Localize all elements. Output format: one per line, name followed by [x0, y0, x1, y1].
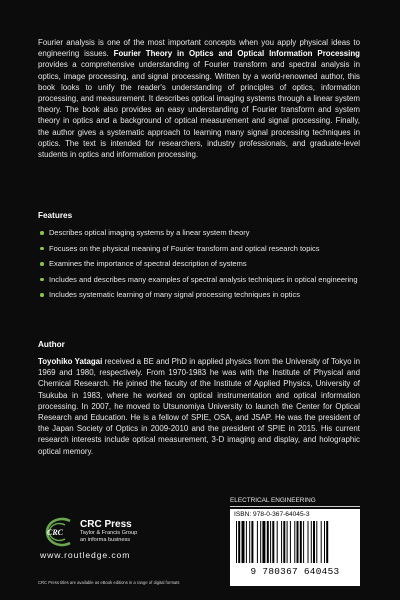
barcode-digits: 9 780367 640453: [250, 566, 340, 577]
author-bio-text: received a BE and PhD in applied physics from the University of Tokyo in 1969 and 1980, respectively. From 1970-1983 he was with the Institute of Physical and Chemical Research. He joined the faculty of the Institute of Applied Physics, University of Tsukuba in 1983, where he worked on optical instrumentation and optical information processing. In 2007, he moved to Utsunomiya University to launch the Center for Optical Research and Education. He is a fellow of SPIE, OSA, and JSAP. He was the president of the Japan Society of Optics in 2009-2010 and the president of SPIE in 2015. His current research interests include optical measurement, 3-D imaging and display, and holographic optical memory.: [38, 357, 361, 456]
barcode-bar: [277, 521, 278, 563]
feature-text: Includes and describes many examples of spectral analysis techniques in optical engineering: [49, 274, 358, 284]
barcode-bar: [281, 521, 282, 563]
logo-lettering: CRC: [47, 528, 64, 537]
author-heading: Author: [38, 340, 65, 349]
book-title: Fourier Theory in Optics and Optical Information Processing: [113, 49, 360, 59]
barcode-bar: [246, 521, 247, 563]
isbn-number: ISBN: 978-0-367-64045-3: [234, 511, 310, 518]
barcode-bar: [262, 521, 265, 563]
bullet-icon: [40, 293, 44, 297]
feature-text: Focuses on the physical meaning of Fourier transform and optical research topics: [49, 243, 320, 253]
publisher-website: www.routledge.com: [40, 550, 131, 560]
description-lead: Fourier analysis is one of the most important concepts when you apply physical ideas to engineering issues.: [38, 38, 360, 59]
barcode-bar: [313, 521, 315, 563]
list-item: [40, 259, 358, 270]
barcode-bar: [257, 521, 258, 563]
barcode-bar: [242, 521, 245, 563]
barcode-bar: [297, 521, 299, 563]
barcode-bar: [267, 521, 269, 563]
barcode-bar: [294, 521, 295, 563]
barcode-bar: [260, 521, 261, 563]
bullet-icon: [40, 278, 44, 282]
author-bio: [38, 356, 360, 457]
barcode-bar: [270, 521, 271, 563]
barcode-bar: [290, 521, 291, 563]
barcode-bar: [324, 521, 325, 563]
barcode-bar: [308, 521, 309, 563]
publisher-block: [80, 519, 137, 544]
list-item: [40, 275, 358, 286]
description-body: provides a comprehensive understanding of Fourier transform and spectral analysis in optics, image processing, and signal processing. Written by a world-renowned author, this book looks to unify the reader's understanding of principles of optics, information processing, and measurement. It describes optical imaging systems through a linear system theory. The book also provides an easy understanding of Fourier transform and system theory in optics and a background of optical measurement and signal processing. Finally, the author gives a systematic approach to learning many signal processing techniques in optics. The text is intended for researchers, industry professionals, and graduate-level students in optics and information processing.: [38, 60, 360, 160]
feature-text: Describes optical imaging systems by a linear system theory: [49, 228, 250, 237]
barcode-bar: [283, 521, 285, 563]
barcode-bar: [300, 521, 302, 563]
barcode-panel: [230, 509, 360, 586]
barcode-bar: [321, 521, 322, 563]
barcode-bar: [272, 521, 274, 563]
barcode-bar: [287, 521, 288, 563]
barcode-bar: [316, 521, 317, 563]
barcode-bar: [311, 521, 312, 563]
ebook-note: CRC Press titles are available as eBook editions in a range of digital formats: [38, 580, 180, 585]
barcode-bar: [251, 521, 253, 563]
publisher-name: CRC Press: [80, 519, 132, 530]
features-heading: Features: [38, 211, 73, 220]
barcode-bar: [236, 521, 237, 563]
bullet-icon: [40, 231, 44, 235]
list-item: [40, 290, 358, 301]
subject-category: ELECTRICAL ENGINEERING: [230, 497, 360, 507]
barcode-icon: [234, 521, 356, 563]
barcode-bar: [238, 521, 240, 563]
description-paragraph: [38, 37, 360, 160]
barcode-bar: [303, 521, 304, 563]
feature-text: Includes systematic learning of many signal processing techniques in optics: [49, 290, 300, 300]
bullet-icon: [40, 262, 44, 266]
bullet-icon: [40, 247, 44, 251]
publisher-group: Taylor & Francis Group: [80, 530, 138, 536]
crc-logo-icon: [38, 517, 78, 547]
features-list: [40, 228, 358, 306]
barcode-bar: [326, 521, 328, 563]
barcode-bar: [249, 521, 250, 563]
author-name: Toyohiko Yatagai: [38, 357, 103, 366]
list-item: [40, 244, 358, 255]
list-item: [40, 228, 358, 239]
publisher-tagline: an informa business: [80, 537, 131, 543]
feature-text: Examines the importance of spectral description of systems: [49, 259, 247, 269]
